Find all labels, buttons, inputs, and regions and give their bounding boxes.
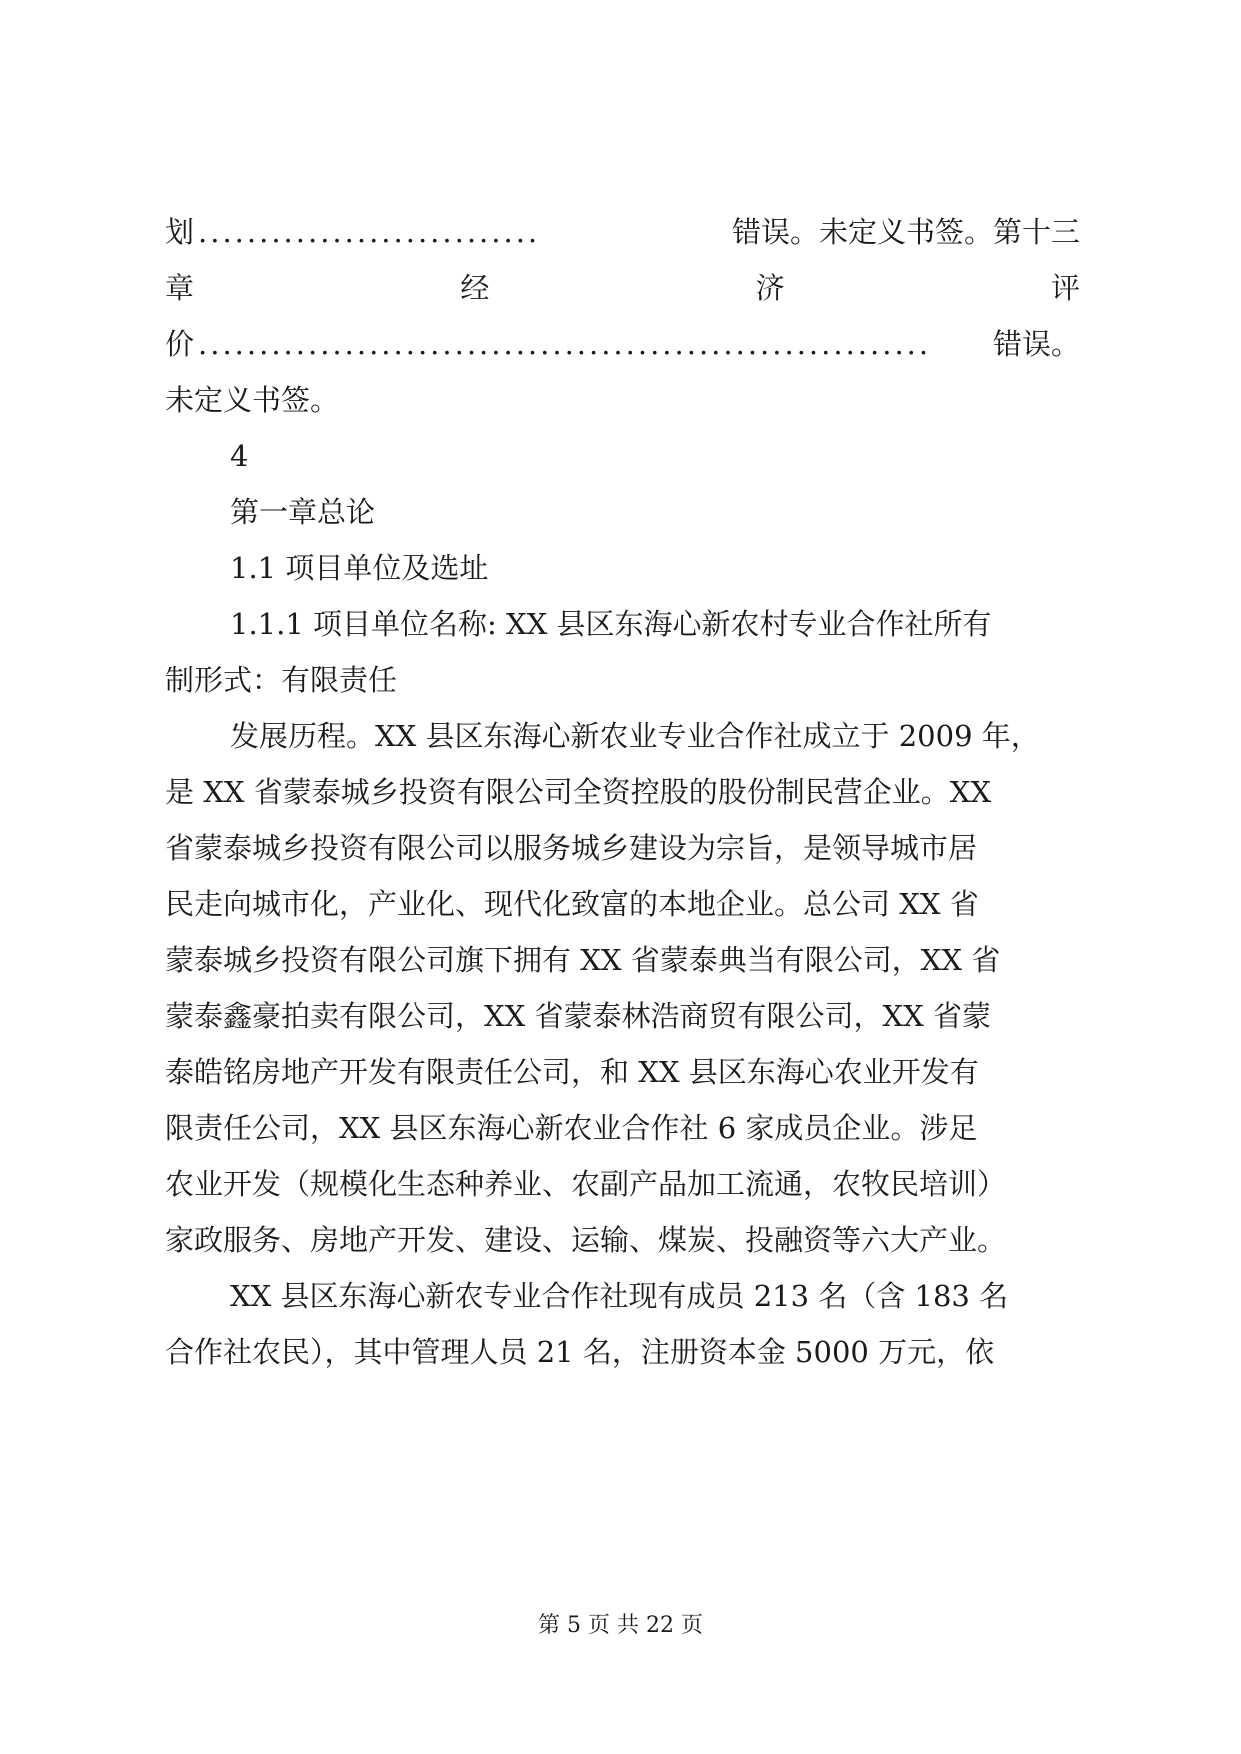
body-text-line: 合作社农民），其中管理人员 21 名，注册资本金 5000 万元，依 [165,1335,995,1369]
toc-spread-char: 章 [165,271,195,305]
body-text-line: 农业开发（规模化生态种养业、农副产品加工流通，农牧民培训） [165,1167,1007,1201]
toc-leader-dots: ............................ [198,215,541,249]
toc-entry-line-2 [165,270,1080,306]
body-text-line: 1.1.1 项目单位名称: XX 县区东海心新农村专业合作社所有 [230,607,992,641]
body-text-line: 制形式：有限责任 [165,663,398,697]
toc-spread-char: 经 [460,271,490,305]
body-text-line: 民走向城市化，产业化、现代化致富的本地企业。总公司 XX 省 [165,887,979,921]
body-text-line: XX 县区东海心新农专业合作社现有成员 213 名（含 183 名 [230,1279,1009,1313]
body-text-line: 限责任公司，XX 县区东海心新农业合作社 6 家成员企业。涉足 [165,1111,978,1145]
section-heading: 1.1 项目单位及选址 [230,551,489,585]
toc-entry-suffix: 错误。 [992,327,1080,361]
chapter-title: 第一章总论 [230,495,376,529]
toc-spread-char: 济 [755,271,785,305]
page-footer: 第 5 页 共 22 页 [538,1613,703,1638]
toc-entry-line-1 [165,214,1080,250]
body-text-line: 发展历程。XX 县区东海心新农业专业合作社成立于 2009 年， [230,719,1040,753]
body-text-line: 省蒙泰城乡投资有限公司以服务城乡建设为宗旨，是领导城市居 [165,831,978,865]
body-text-line: 是 XX 省蒙泰城乡投资有限公司全资控股的股份制民营企业。XX [165,775,992,809]
toc-entry-line-3 [165,326,1080,362]
page-marker: 4 [230,439,249,473]
body-text-line: 家政服务、房地产开发、建设、运输、煤炭、投融资等六大产业。 [165,1223,1007,1257]
body-text-line: 蒙泰城乡投资有限公司旗下拥有 XX 省蒙泰典当有限公司，XX 省 [165,943,1001,977]
body-text-line: 蒙泰鑫豪拍卖有限公司，XX 省蒙泰林浩商贸有限公司，XX 省蒙 [165,999,992,1033]
toc-spread-char: 评 [1050,271,1080,305]
toc-entry-line-4: 未定义书签。 [165,383,340,417]
toc-entry-prefix: 划 [165,215,195,249]
toc-entry-suffix: 错误。未定义书签。第十三 [731,215,1080,249]
toc-leader-dots: ............................................................ [198,327,932,361]
toc-entry-prefix: 价 [165,327,195,361]
body-text-line: 泰皓铭房地产开发有限责任公司，和 XX 县区东海心农业开发有 [165,1055,979,1089]
